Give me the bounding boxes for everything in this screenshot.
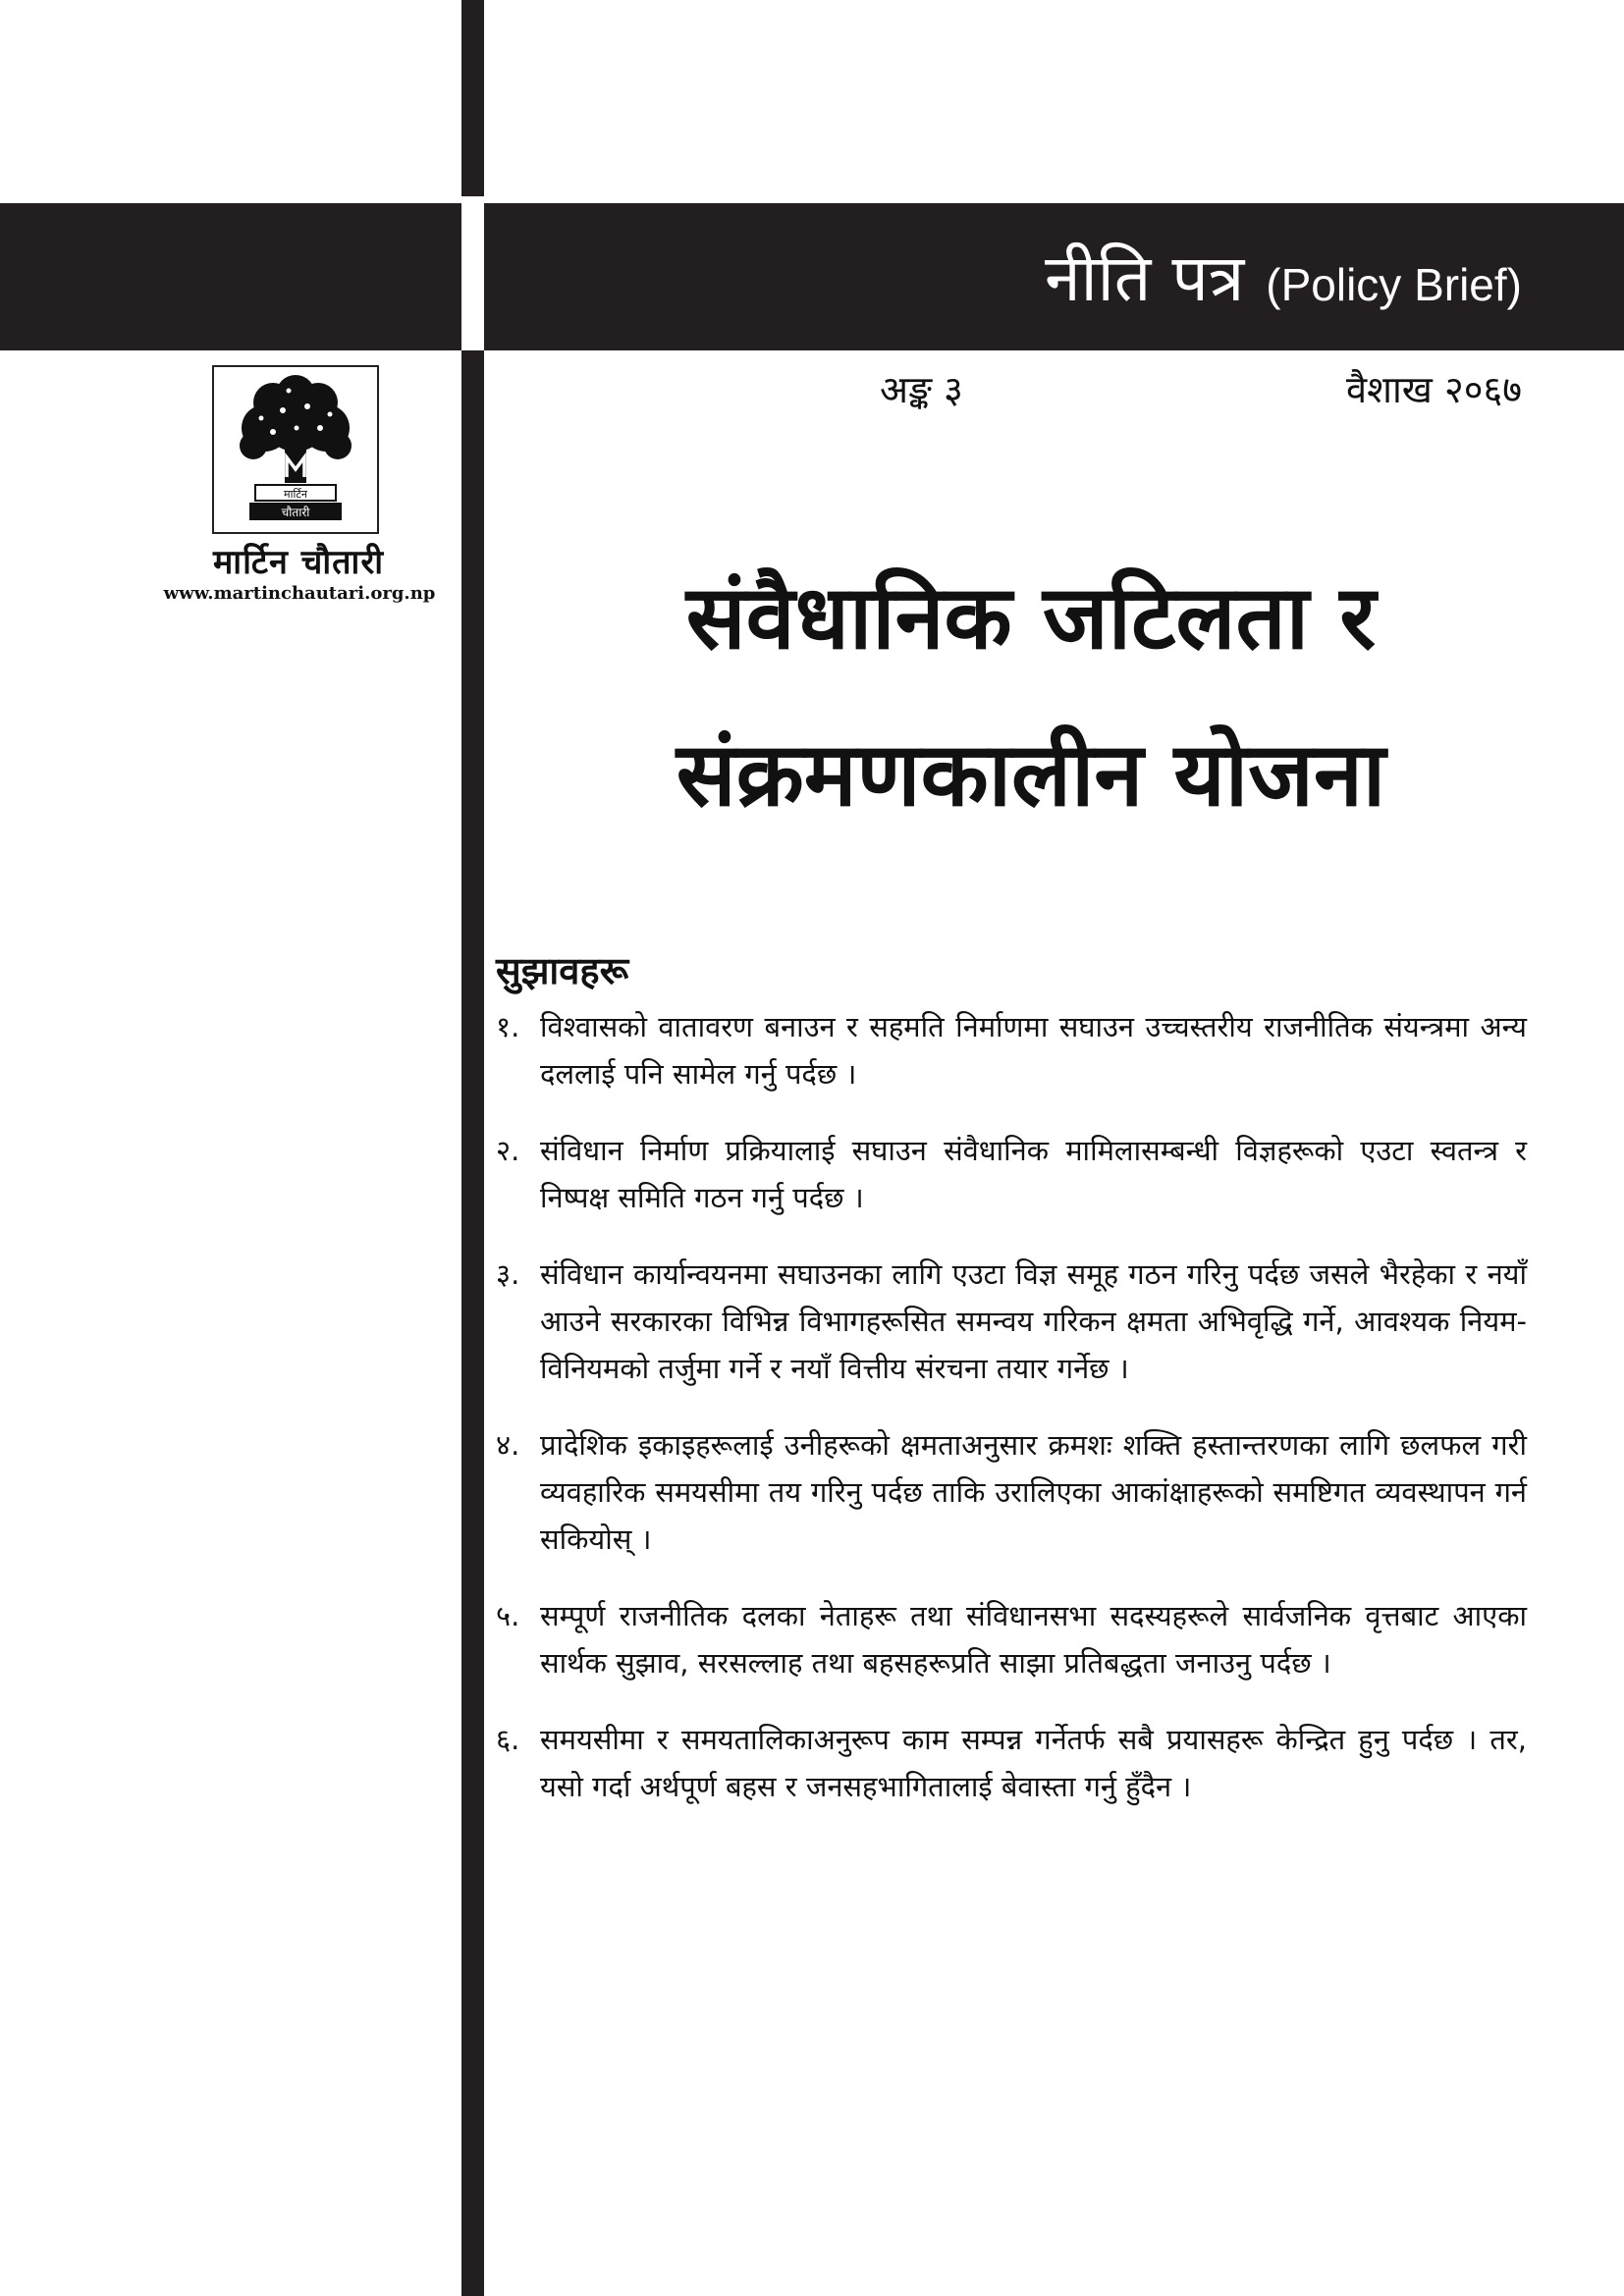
item-number: ३. <box>496 1257 520 1291</box>
policy-brief-title <box>1045 232 1522 320</box>
recommendations-list <box>496 1003 1527 1840</box>
item-number: ६. <box>496 1723 520 1756</box>
issue-date: वैशाख २०६७ <box>1345 368 1522 411</box>
item-text: प्रादेशिक इकाइहरूलाई उनीहरूको क्षमताअनुसार क्रमशः शक्ति हस्तान्तरणका लागि छलफल गरी व्यवहारिक समयसीमा तय गरिनु पर्दछ ताकि उरालिएका आकांक्षाहरूको समष्टिगत व्यवस्थापन गर्न सकियोस् । <box>540 1428 1527 1556</box>
svg-text:चौतारी: चौतारी <box>281 506 310 519</box>
list-item <box>496 1421 1527 1563</box>
recommendations-heading: सुझावहरू <box>496 949 629 992</box>
header-band-gap <box>461 196 484 350</box>
svg-text:मार्टिन: मार्टिन <box>284 488 307 501</box>
title-english: (Policy Brief) <box>1266 259 1522 310</box>
item-text: संविधान कार्यान्वयनमा सघाउनका लागि एउटा विज्ञ समूह गठन गरिनु पर्दछ जसले भैरहेका र नयाँ आउने सरकारका विभिन्न विभागहरूसित समन्वय गरिकन क्षमता अभिवृद्धि गर्ने, आवश्यक नियम-विनियमको तर्जुमा गर्ने र नयाँ वित्तीय संरचना तयार गर्नेछ । <box>540 1257 1527 1385</box>
organization-logo <box>212 365 379 534</box>
tree-logo-icon <box>214 367 377 532</box>
item-text: सम्पूर्ण राजनीतिक दलका नेताहरू तथा संविधानसभा सदस्यहरूले सार्वजनिक वृत्तबाट आएका सार्थक सुझाव, सरसल्लाह तथा बहसहरूप्रति साझा प्रतिबद्धता जनाउनु पर्दछ । <box>540 1599 1527 1680</box>
list-item <box>496 1003 1527 1097</box>
item-number: १. <box>496 1010 520 1043</box>
issue-number: अङ्क ३ <box>880 368 963 411</box>
item-number: २. <box>496 1134 520 1167</box>
document-title <box>511 540 1551 854</box>
title-line-1: संवैधानिक जटिलता र <box>685 566 1377 669</box>
list-item <box>496 1592 1527 1686</box>
item-number: ५. <box>496 1599 520 1632</box>
item-text: विश्वासको वातावरण बनाउन र सहमति निर्माणमा सघाउन उच्चस्तरीय राजनीतिक संयन्त्रमा अन्य दललाई पनि सामेल गर्नु पर्दछ । <box>540 1010 1527 1091</box>
title-nepali: नीति पत्र <box>1044 240 1245 316</box>
list-item <box>496 1127 1527 1221</box>
title-line-2: संक्रमणकालीन योजना <box>676 723 1386 827</box>
item-text: समयसीमा र समयतालिकाअनुरूप काम सम्पन्न गर्नेतर्फ सबै प्रयासहरू केन्द्रित हुनु पर्दछ । तर, यसो गर्दा अर्थपूर्ण बहस र जनसहभागितालाई बेवास्ता गर्नु हुँदैन । <box>540 1723 1527 1803</box>
list-item <box>496 1716 1527 1810</box>
list-item <box>496 1251 1527 1392</box>
item-number: ४. <box>496 1428 520 1462</box>
item-text: संविधान निर्माण प्रक्रियालाई सघाउन संवैधानिक मामिलासम्बन्धी विज्ञहरूको एउटा स्वतन्त्र र निष्पक्ष समिति गठन गर्नु पर्दछ । <box>540 1134 1527 1214</box>
header-band-left <box>0 203 461 350</box>
organization-name: मार्टिन चौतारी <box>212 543 385 582</box>
organization-url: www.martinchautari.org.np <box>163 583 436 604</box>
